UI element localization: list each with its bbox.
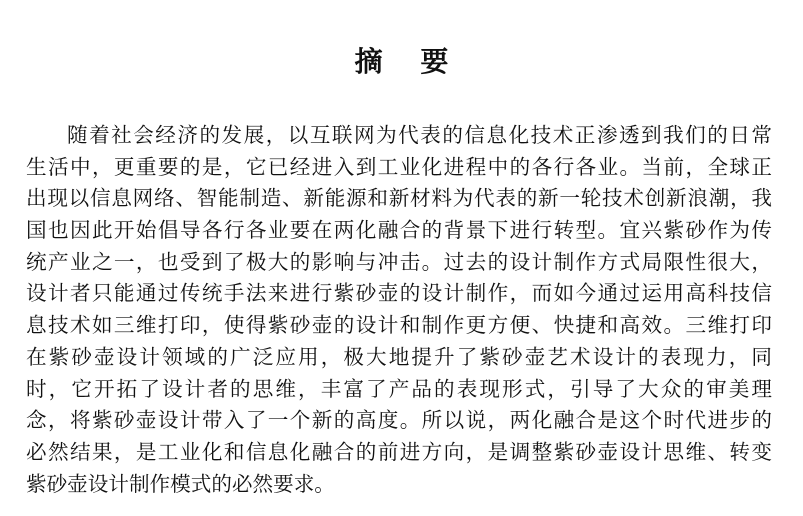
abstract-body	[26, 120, 772, 500]
abstract-line: 紫砂壶设计制作模式的必然要求。	[26, 471, 335, 496]
abstract-line: 随着社会经济的发展，以互联网为代表的信息化技术正渗透到我们的日常	[67, 123, 772, 147]
abstract-line: 出现以信息网络、智能制造、新能源和新材料为代表的新一轮技术创新浪潮，我	[26, 186, 772, 211]
abstract-line: 息技术如三维打印，使得紫砂壶的设计和制作更方便、快捷和高效。三维打印	[26, 313, 772, 338]
abstract-line: 念，将紫砂壶设计带入了一个新的高度。所以说，两化融合是这个时代进步的	[26, 408, 772, 433]
page-title: 摘 要	[354, 45, 463, 78]
abstract-line: 时，它开拓了设计者的思维，丰富了产品的表现形式，引导了大众的审美理	[26, 376, 772, 401]
abstract-line: 设计者只能通过传统手法来进行紫砂壶的设计制作，而如今通过运用高科技信	[26, 281, 772, 306]
abstract-line: 国也因此开始倡导各行各业要在两化融合的背景下进行转型。宜兴紫砂作为传	[26, 218, 772, 243]
abstract-line: 统产业之一，也受到了极大的影响与冲击。过去的设计制作方式局限性很大，	[26, 249, 772, 274]
abstract-line: 生活中，更重要的是，它已经进入到工业化进程中的各行各业。当前，全球正	[26, 154, 772, 179]
abstract-line: 必然结果，是工业化和信息化融合的前进方向，是调整紫砂壶设计思维、转变	[26, 439, 772, 464]
abstract-line: 在紫砂壶设计领域的广泛应用，极大地提升了紫砂壶艺术设计的表现力，同	[26, 344, 772, 369]
